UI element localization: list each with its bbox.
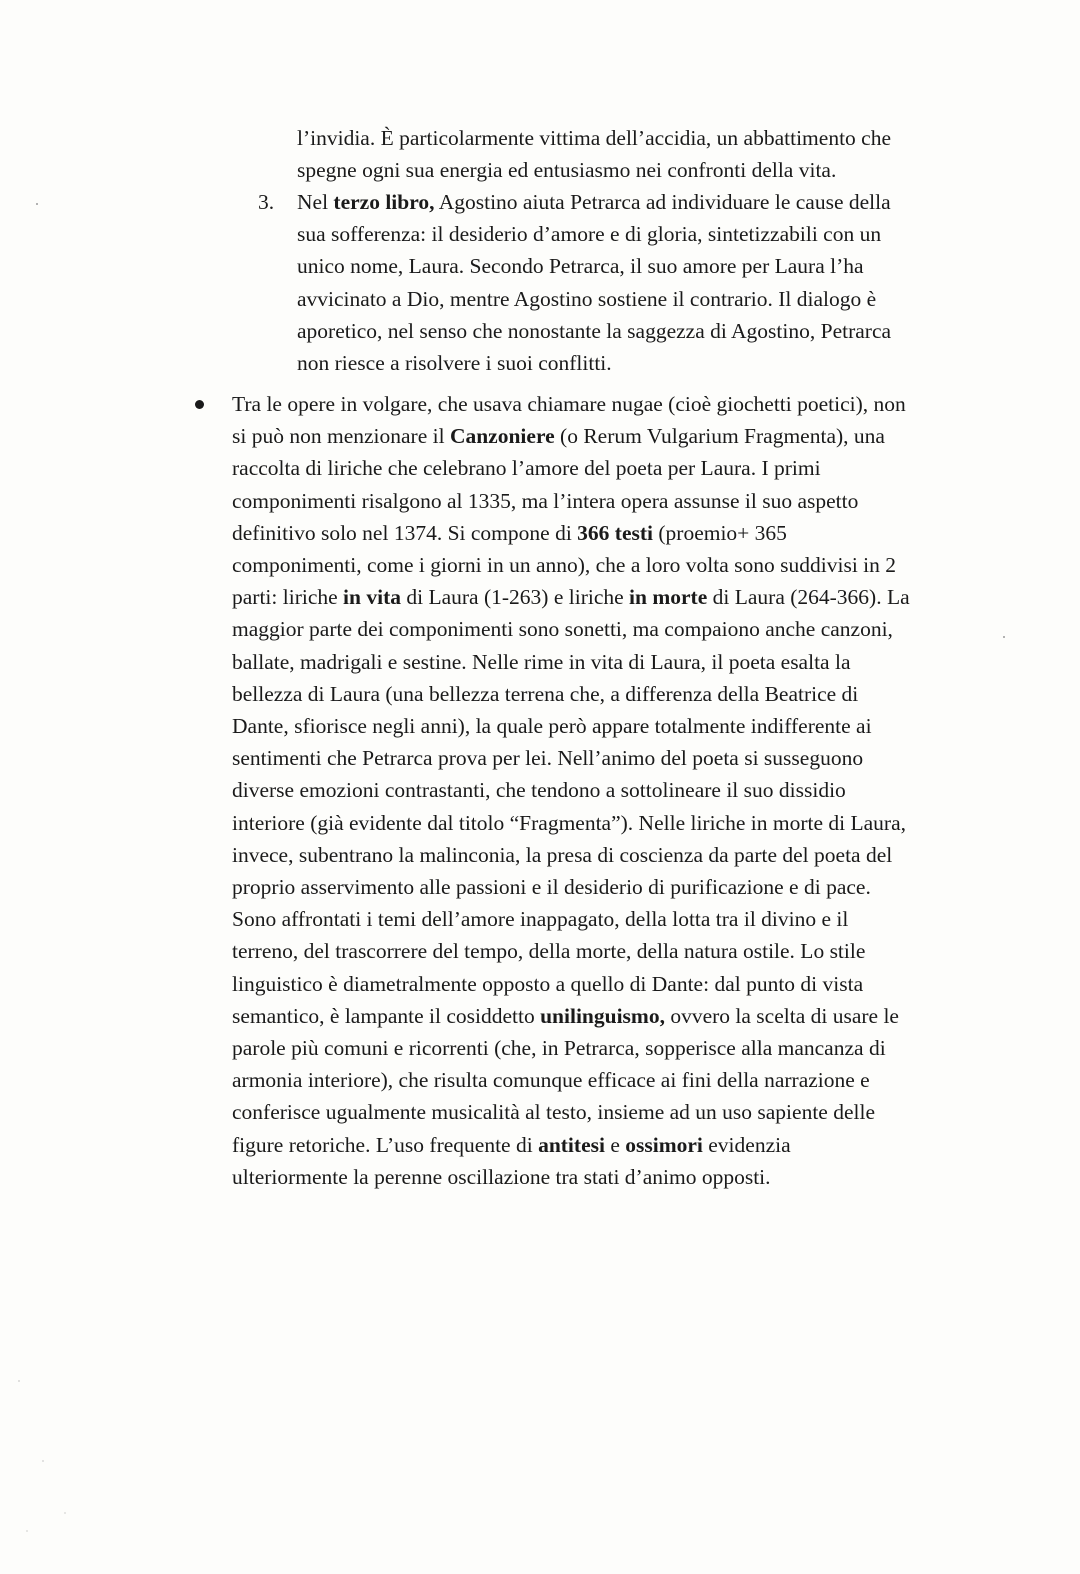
text-line: interiore (già evidente dal titolo “Fragmenta”). Nelle liriche in morte di Laura,: [232, 810, 906, 835]
bold-term: antitesi: [538, 1132, 605, 1157]
text-line: parole più comuni e ricorrenti (che, in Petrarca, sopperisce alla mancanza di: [232, 1036, 886, 1061]
text-line: sua sofferenza: il desiderio d’amore e di gloria, sintetizzabili con un: [297, 222, 882, 247]
bold-term: unilinguismo,: [540, 1003, 665, 1028]
bold-term: 366 testi: [577, 520, 653, 545]
text-line: componimenti risalgono al 1335, ma l’intera opera assunse il suo aspetto: [232, 488, 859, 513]
text-line: linguistico è diametralmente opposto a quello di Dante: dal punto di vista: [232, 971, 864, 996]
scan-speck: [42, 1460, 44, 1462]
text-line: terreno, del trascorrere del tempo, della morte, della natura ostile. Lo stile: [232, 939, 866, 964]
text-line: ballate, madrigali e sestine. Nelle rime in vita di Laura, il poeta esalta la: [232, 649, 851, 674]
text-line: invece, subentrano la malinconia, la presa di coscienza da parte del poeta del: [232, 842, 893, 867]
continuation-paragraph: [297, 122, 977, 186]
scan-speck: [64, 1512, 66, 1514]
bullet-icon: [195, 400, 204, 409]
text-line: l’invidia. È particolarmente vittima dell’accidia, un abbattimento che: [297, 126, 892, 150]
text-line: parti: liriche in vita di Laura (1-263) e liriche in morte di Laura (264-366). La: [232, 585, 910, 610]
list-item-text: [297, 186, 977, 379]
text-line: figure retoriche. L’uso frequente di antitesi e ossimori evidenzia: [232, 1132, 791, 1157]
bold-term: Canzoniere: [449, 424, 555, 449]
text-line: Tra le opere in volgare, che usava chiamare nugae (cioè giochetti poetici), non: [232, 392, 906, 416]
bold-term: ossimori: [625, 1132, 703, 1157]
bold-term: in vita: [343, 585, 401, 610]
text-line: semantico, è lampante il cosiddetto unilinguismo, ovvero la scelta di usare le: [232, 1003, 899, 1028]
bold-term: in morte: [629, 585, 708, 610]
text-line: non riesce a risolvere i suoi conflitti.: [297, 351, 612, 376]
text-line: aporetico, nel senso che nonostante la saggezza di Agostino, Petrarca: [297, 318, 892, 343]
scan-speck: [1003, 636, 1005, 638]
text-line: diverse emozioni contrastanti, che tendono a sottolineare il suo dissidio: [232, 778, 846, 803]
scan-speck: [36, 203, 38, 205]
text-line: Nel terzo libro, Agostino aiuta Petrarca ad individuare le cause della: [297, 190, 891, 214]
scan-speck: [26, 1530, 28, 1532]
text-line: maggior parte dei componimenti sono sonetti, ma compaiono anche canzoni,: [232, 617, 893, 642]
text-line: ulteriormente la perenne oscillazione tra stati d’animo opposti.: [232, 1164, 771, 1189]
text-line: proprio asservimento alle passioni e il desiderio di purificazione e di pace.: [232, 875, 871, 900]
bold-term: terzo libro,: [333, 190, 435, 214]
text-line: Dante, sfiorisce negli anni), la quale però appare totalmente indifferente ai: [232, 714, 872, 739]
text-line: sentimenti che Petrarca prova per lei. Nell’animo del poeta si susseguono: [232, 746, 864, 771]
text-line: spegne ogni sua energia ed entusiasmo nei confronti della vita.: [297, 158, 837, 183]
text-line: Sono affrontati i temi dell’amore inappagato, della lotta tra il divino e il: [232, 907, 849, 932]
text-line: avvicinato a Dio, mentre Agostino sostiene il contrario. Il dialogo è: [297, 286, 877, 311]
list-item-text: [232, 388, 980, 1193]
text-line: componimenti, come i giorni in un anno), che a loro volta sono suddivisi in 2: [232, 553, 897, 578]
list-number: 3.: [258, 190, 275, 214]
text-line: definitivo solo nel 1374. Si compone di 366 testi (proemio+ 365: [232, 520, 787, 545]
text-line: conferisce ugualmente musicalità al testo, insieme ad un uso sapiente delle: [232, 1100, 875, 1125]
text-line: si può non menzionare il Canzoniere (o Rerum Vulgarium Fragmenta), una: [232, 424, 885, 449]
text-line: raccolta di liriche che celebrano l’amore del poeta per Laura. I primi: [232, 456, 821, 481]
text-line: unico nome, Laura. Secondo Petrarca, il suo amore per Laura l’ha: [297, 254, 864, 279]
text-line: armonia interiore), che risulta comunque efficace ai fini della narrazione e: [232, 1068, 870, 1093]
text-line: bellezza di Laura (una bellezza terrena che, a differenza della Beatrice di: [232, 681, 859, 706]
scan-speck: [18, 1380, 20, 1382]
